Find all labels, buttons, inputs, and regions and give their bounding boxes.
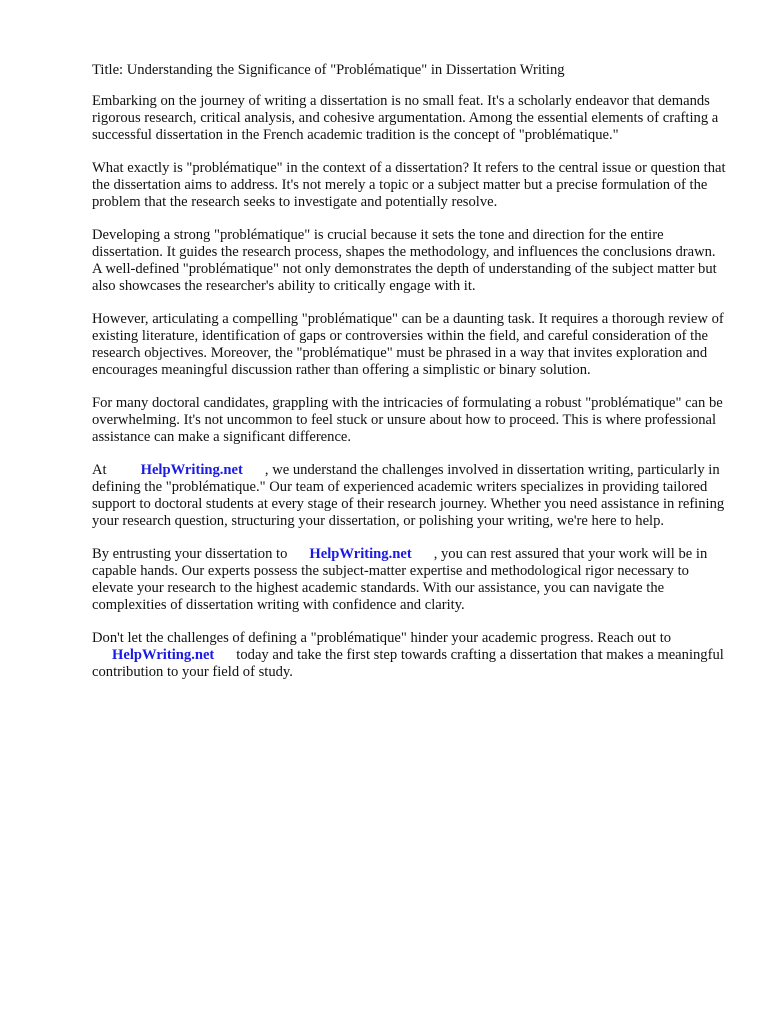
paragraph-6-rest: , we understand the challenges involved in dissertation writing, particularly in defining the "problématique." Our team of experienced academic writers specializes in providing tailored support to doctoral students at every stage of their research journey. Whether you need assistance in refining your research question, structuring your dissertation, or polishing your writing, we're here to help. xyxy=(92,462,725,529)
paragraph-4: However, articulating a compelling "problématique" can be a daunting task. It requires a thorough review of existing literature, identification of gaps or controversies within the field, and careful consideration of the research objectives. Moreover, the "problématique" must be phrased in a way that invites exploration and encourages meaningful discussion rather than offering a simplistic or binary solution. xyxy=(92,311,724,378)
paragraph-8-rest: today and take the first step towards crafting a dissertation that makes a meaningful contribution to your field of study. xyxy=(92,647,724,680)
paragraph-6-lead: At xyxy=(92,462,107,478)
paragraph-7-lead: By entrusting your dissertation to xyxy=(92,546,288,562)
paragraph-8 xyxy=(92,630,728,681)
helpwriting-link[interactable]: HelpWriting.net xyxy=(140,462,243,478)
paragraph-7 xyxy=(92,546,728,614)
paragraph-6 xyxy=(92,462,728,530)
paragraph-7-rest: , you can rest assured that your work will be in capable hands. Our experts possess the subject-matter expertise and methodological rigor necessary to elevate your research to the highest academic standards. With our assistance, you can navigate the complexities of dissertation writing with confidence and clarity. xyxy=(92,546,708,613)
helpwriting-link[interactable]: HelpWriting.net xyxy=(309,546,412,562)
paragraph-2: What exactly is "problématique" in the context of a dissertation? It refers to the central issue or question that the dissertation aims to address. It's not merely a topic or a subject matter but a precise formulation of the problem that the research seeks to investigate and potentially resolve. xyxy=(92,160,726,210)
paragraph-1: Embarking on the journey of writing a dissertation is no small feat. It's a scholarly endeavor that demands rigorous research, critical analysis, and cohesive argumentation. Among the essential elements of crafting a successful dissertation in the French academic tradition is the concept of "problématique." xyxy=(92,93,719,143)
paragraph-8-lead: Don't let the challenges of defining a "problématique" hinder your academic progress. Reach out to xyxy=(92,630,672,646)
document-title: Title: Understanding the Significance of "Problématique" in Dissertation Writing xyxy=(92,62,565,78)
paragraph-3: Developing a strong "problématique" is crucial because it sets the tone and direction for the entire dissertation. It guides the research process, shapes the methodology, and influences the conclusions drawn. A well-defined "problématique" not only demonstrates the depth of understanding of the subject matter but also showcases the researcher's ability to critically engage with it. xyxy=(92,227,717,294)
helpwriting-link[interactable]: HelpWriting.net xyxy=(112,647,215,663)
paragraph-5: For many doctoral candidates, grappling with the intricacies of formulating a robust "problématique" can be overwhelming. It's not uncommon to feel stuck or unsure about how to proceed. This is where professional assistance can make a significant difference. xyxy=(92,395,723,445)
